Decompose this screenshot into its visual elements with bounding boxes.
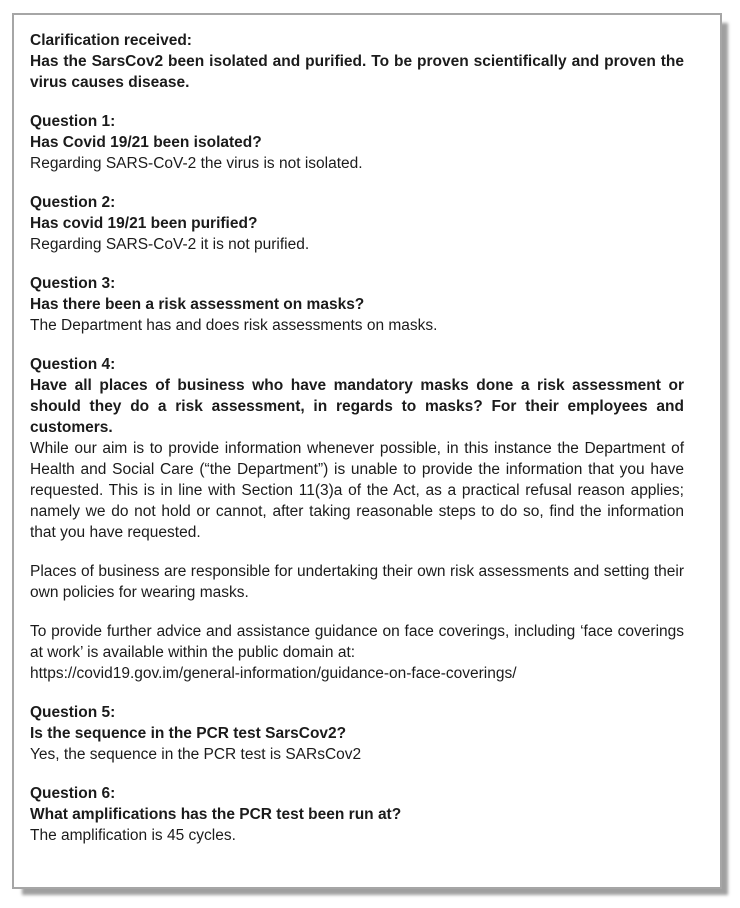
question-6-label: Question 6: [30, 785, 116, 802]
question-1-label: Question 1: [30, 113, 116, 130]
question-3-text: Has there been a risk assessment on masks? [30, 296, 365, 313]
clarification-body: Has the SarsCov2 been isolated and purified. To be proven scientifically and proven the virus causes disease. [30, 53, 684, 91]
question-1-text: Has Covid 19/21 been isolated? [30, 134, 262, 151]
question-2-text: Has covid 19/21 been purified? [30, 215, 258, 232]
question-4-section [30, 354, 684, 684]
question-4-answer-paragraph-1: While our aim is to provide information whenever possible, in this instance the Department of Health and Social Care (“the Department”) is unable to provide the information that you have requested. This is in line with Section 11(3)a of the Act, as a practical refusal reason applies; namely we do not hold or cannot, after taking reasonable steps to do so, find the information that you have requested. [30, 440, 684, 541]
guidance-url: https://covid19.gov.im/general-information/guidance-on-face-coverings/ [30, 665, 517, 682]
question-2-section [30, 192, 684, 255]
question-6-text: What amplifications has the PCR test been run at? [30, 806, 402, 823]
question-4-text: Have all places of business who have mandatory masks done a risk assessment or should they do a risk assessment, in regards to masks? For their employees and customers. [30, 377, 684, 436]
question-5-label: Question 5: [30, 704, 116, 721]
question-5-text: Is the sequence in the PCR test SarsCov2? [30, 725, 347, 742]
question-5-section [30, 702, 684, 765]
question-1-section [30, 111, 684, 174]
question-3-label: Question 3: [30, 275, 116, 292]
clarification-section [30, 30, 684, 93]
question-6-answer: The amplification is 45 cycles. [30, 827, 236, 844]
clarification-heading: Clarification received: [30, 32, 192, 49]
question-2-answer: Regarding SARS-CoV-2 it is not purified. [30, 236, 310, 253]
question-6-section [30, 783, 684, 846]
question-1-answer: Regarding SARS-CoV-2 the virus is not isolated. [30, 155, 363, 172]
foi-response-letter [12, 13, 722, 889]
question-4-label: Question 4: [30, 356, 116, 373]
question-3-answer: The Department has and does risk assessments on masks. [30, 317, 438, 334]
question-4-answer-paragraph-3: To provide further advice and assistance guidance on face coverings, including ‘face coverings at work’ is available within the public domain at: [30, 623, 684, 661]
question-5-answer: Yes, the sequence in the PCR test is SARsCov2 [30, 746, 362, 763]
question-3-section [30, 273, 684, 336]
question-4-answer-paragraph-2: Places of business are responsible for undertaking their own risk assessments and setting their own policies for wearing masks. [30, 563, 684, 601]
question-2-label: Question 2: [30, 194, 116, 211]
